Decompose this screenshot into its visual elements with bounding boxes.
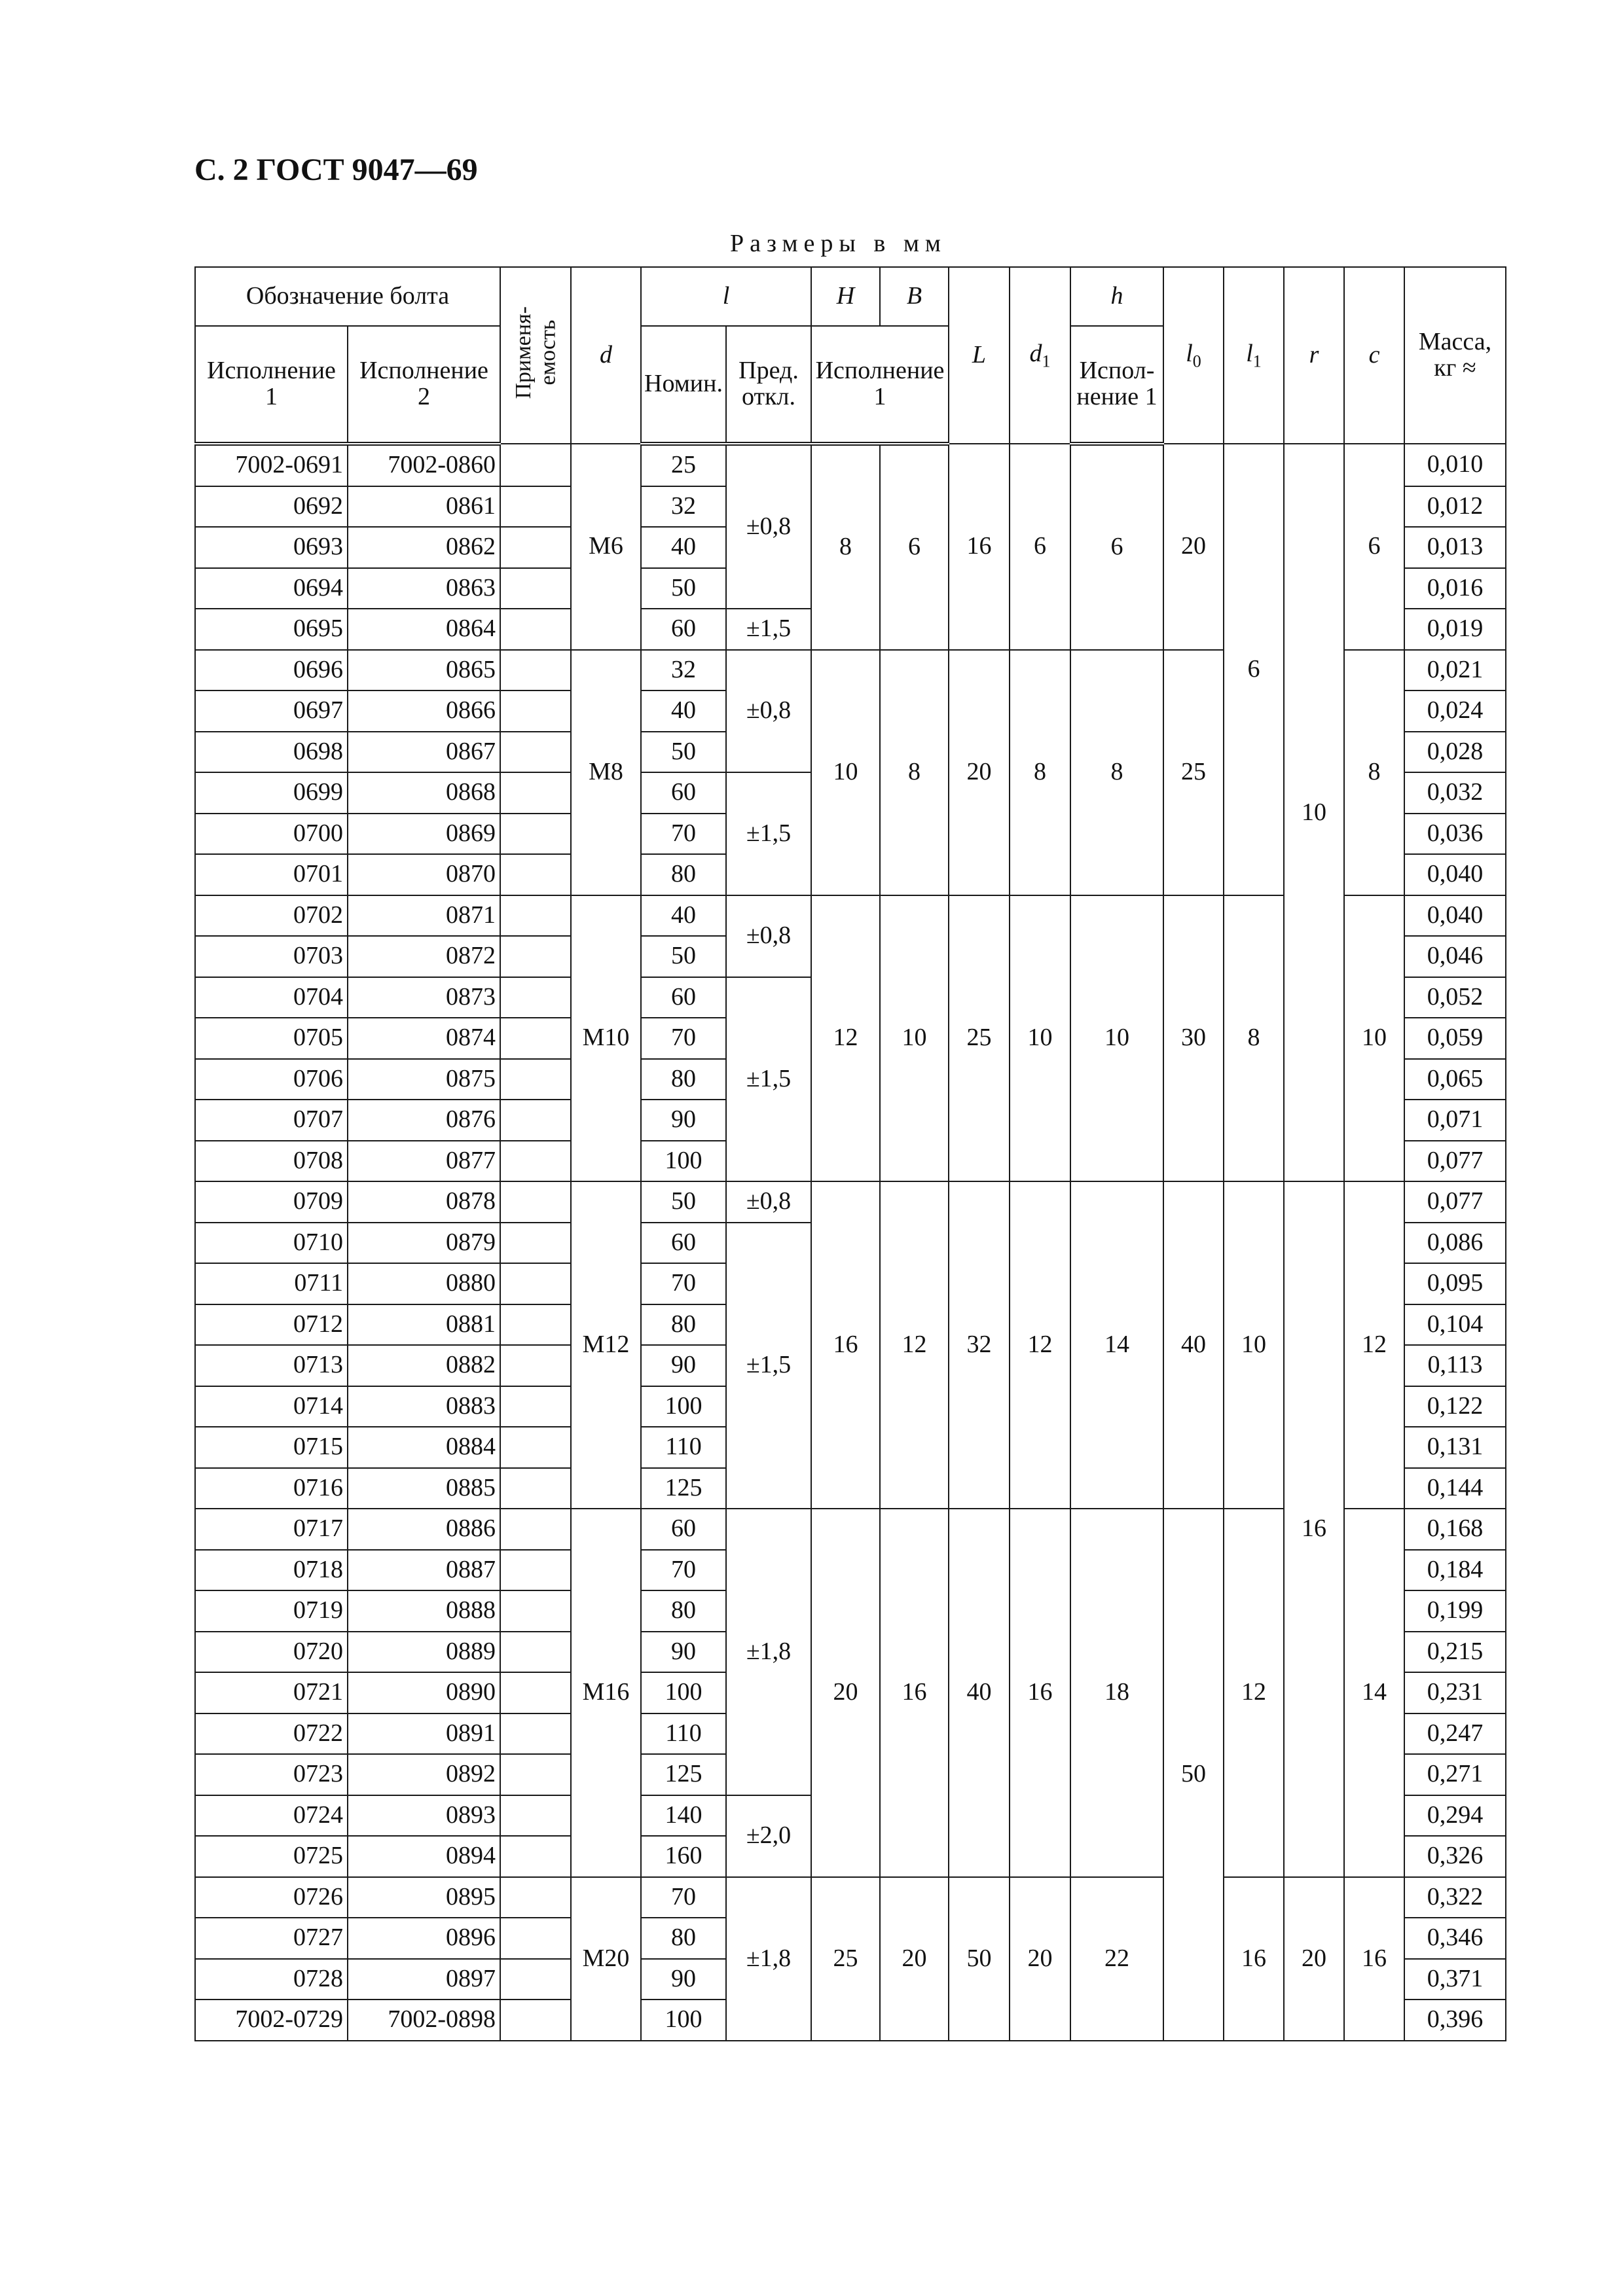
mass-cell: 0,010 (1404, 444, 1506, 486)
applicability-cell (500, 1918, 571, 1959)
exec1-cell: 7002-0691 (195, 444, 348, 486)
applicability-cell (500, 1100, 571, 1141)
d1-cell: 8 (1010, 650, 1070, 895)
l-tolerance-cell: ±1,8 (726, 1509, 811, 1795)
l1-subscript: 1 (1252, 351, 1262, 371)
exec1-cell: 0719 (195, 1590, 348, 1632)
h-cell: 10 (1070, 895, 1163, 1182)
exec2-cell: 7002-0860 (348, 444, 500, 486)
exec2-cell: 0895 (348, 1877, 500, 1918)
d1-cell: 16 (1010, 1509, 1070, 1877)
exec1-cell: 0721 (195, 1672, 348, 1713)
applicability-cell (500, 1427, 571, 1468)
exec1-cell: 0702 (195, 895, 348, 937)
l0-cell: 50 (1163, 1509, 1224, 2041)
exec2-cell: 0883 (348, 1386, 500, 1427)
h-cell: 6 (1070, 444, 1163, 650)
exec2-cell: 0887 (348, 1550, 500, 1591)
H-cell: 25 (811, 1877, 880, 2041)
applicability-cell (500, 895, 571, 937)
l-nominal-cell: 70 (641, 1018, 726, 1059)
applicability-cell (500, 1018, 571, 1059)
designation-header: Обозначение болта (195, 267, 500, 326)
r-header: r (1284, 267, 1344, 444)
l-nominal-cell: 60 (641, 772, 726, 814)
exec1-cell: 0713 (195, 1345, 348, 1386)
exec2-cell: 0875 (348, 1059, 500, 1100)
applicability-cell (500, 1836, 571, 1877)
mass-cell: 0,046 (1404, 936, 1506, 977)
applicability-cell (500, 1345, 571, 1386)
page-header: С. 2 ГОСТ 9047—69 (194, 152, 478, 187)
applicability-cell (500, 1632, 571, 1673)
applicability-cell (500, 650, 571, 691)
l-nominal-cell: 90 (641, 1100, 726, 1141)
h-header: h (1070, 267, 1163, 326)
l-nominal-cell: 70 (641, 1263, 726, 1304)
applicability-cell (500, 486, 571, 528)
B-cell: 8 (880, 650, 949, 895)
exec1-cell: 0703 (195, 936, 348, 977)
l-nominal-cell: 50 (641, 568, 726, 609)
applicability-cell (500, 1590, 571, 1632)
mass-cell: 0,371 (1404, 1959, 1506, 2000)
exec2-cell: 7002-0898 (348, 2000, 500, 2041)
l-tolerance-cell: ±1,5 (726, 1223, 811, 1509)
applicability-cell (500, 1672, 571, 1713)
exec1-cell: 0694 (195, 568, 348, 609)
H-cell: 12 (811, 895, 880, 1182)
exec2-cell: 0865 (348, 650, 500, 691)
applicability-cell (500, 854, 571, 895)
exec1-cell: 0715 (195, 1427, 348, 1468)
mass-cell: 0,019 (1404, 609, 1506, 650)
exec1-cell: 0710 (195, 1223, 348, 1264)
L-cell: 50 (949, 1877, 1010, 2041)
thread-cell: М20 (571, 1877, 641, 2041)
l-tolerance-cell: ±0,8 (726, 444, 811, 609)
exec1-cell: 0707 (195, 1100, 348, 1141)
l0-cell: 40 (1163, 1181, 1224, 1509)
h-cell: 14 (1070, 1181, 1163, 1509)
mass-cell: 0,144 (1404, 1468, 1506, 1509)
h-exec-header: Испол- нение 1 (1070, 326, 1163, 444)
d1-symbol: d (1029, 339, 1042, 367)
l-nominal-cell: 125 (641, 1468, 726, 1509)
l-nominal-cell: 60 (641, 1223, 726, 1264)
l-tolerance-cell: ±0,8 (726, 1181, 811, 1223)
B-cell: 12 (880, 1181, 949, 1509)
l-tolerance-cell: ±1,8 (726, 1877, 811, 2041)
bolt-dimensions-table (194, 266, 1506, 2041)
exec1-cell: 0700 (195, 814, 348, 855)
h-cell: 18 (1070, 1509, 1163, 1877)
exec1-cell: 0726 (195, 1877, 348, 1918)
l-nominal-cell: 60 (641, 977, 726, 1018)
exec2-cell: 0862 (348, 527, 500, 568)
mass-cell: 0,028 (1404, 732, 1506, 773)
exec2-cell: 0884 (348, 1427, 500, 1468)
exec2-cell: 0870 (348, 854, 500, 895)
applicability-cell (500, 1181, 571, 1223)
l-nominal-cell: 80 (641, 1059, 726, 1100)
mass-header: Масса, кг ≈ (1404, 267, 1506, 444)
c-cell: 16 (1344, 1877, 1404, 2041)
mass-cell: 0,040 (1404, 854, 1506, 895)
c-cell: 8 (1344, 650, 1404, 895)
l1-symbol: l (1246, 339, 1253, 367)
exec1-cell: 0718 (195, 1550, 348, 1591)
l-nominal-cell: 80 (641, 854, 726, 895)
exec2-cell: 0886 (348, 1509, 500, 1550)
mass-cell: 0,231 (1404, 1672, 1506, 1713)
d1-cell: 20 (1010, 1877, 1070, 2041)
l-tolerance-cell: ±0,8 (726, 650, 811, 773)
l-nominal-cell: 90 (641, 1345, 726, 1386)
exec2-cell: 0885 (348, 1468, 500, 1509)
l-tolerance-cell: ±1,5 (726, 772, 811, 895)
mass-cell: 0,086 (1404, 1223, 1506, 1264)
exec2-cell: 0871 (348, 895, 500, 937)
applicability-cell (500, 1223, 571, 1264)
l-header: l (641, 267, 811, 326)
applicability-label: Применя- емость (511, 306, 560, 399)
table-body (195, 444, 1506, 2041)
applicability-cell (500, 568, 571, 609)
mass-cell: 0,322 (1404, 1877, 1506, 1918)
l-nominal-cell: 70 (641, 1550, 726, 1591)
B-cell: 6 (880, 444, 949, 650)
mass-cell: 0,396 (1404, 2000, 1506, 2041)
l-nominal-cell: 50 (641, 732, 726, 773)
exec2-cell: 0897 (348, 1959, 500, 2000)
L-cell: 40 (949, 1509, 1010, 1877)
applicability-cell (500, 1304, 571, 1346)
H-header: H (811, 267, 880, 326)
mass-cell: 0,326 (1404, 1836, 1506, 1877)
applicability-cell (500, 1795, 571, 1837)
B-cell: 16 (880, 1509, 949, 1877)
l-nominal-cell: 80 (641, 1590, 726, 1632)
exec2-cell: 0867 (348, 732, 500, 773)
mass-cell: 0,215 (1404, 1632, 1506, 1673)
exec1-cell: 0701 (195, 854, 348, 895)
exec2-cell: 0894 (348, 1836, 500, 1877)
l0-subscript: 0 (1192, 351, 1201, 371)
exec2-cell: 0891 (348, 1713, 500, 1755)
H-cell: 20 (811, 1509, 880, 1877)
table-row (195, 1181, 1506, 1223)
applicability-cell (500, 1713, 571, 1755)
l-nominal-cell: 110 (641, 1427, 726, 1468)
l1-cell: 8 (1224, 895, 1284, 1182)
l1-cell: 10 (1224, 1181, 1284, 1509)
mass-cell: 0,271 (1404, 1754, 1506, 1795)
exec1-cell: 7002-0729 (195, 2000, 348, 2041)
exec1-cell: 0716 (195, 1468, 348, 1509)
mass-cell: 0,095 (1404, 1263, 1506, 1304)
c-cell: 14 (1344, 1509, 1404, 1877)
applicability-cell (500, 732, 571, 773)
table-row (195, 444, 1506, 486)
applicability-cell (500, 977, 571, 1018)
H-cell: 10 (811, 650, 880, 895)
exec1-cell: 0711 (195, 1263, 348, 1304)
exec1-cell: 0697 (195, 691, 348, 732)
l-tolerance-header: Пред. откл. (726, 326, 811, 444)
exec1-cell: 0692 (195, 486, 348, 528)
mass-cell: 0,168 (1404, 1509, 1506, 1550)
d1-cell: 6 (1010, 444, 1070, 650)
l-nominal-cell: 110 (641, 1713, 726, 1755)
exec1-cell: 0706 (195, 1059, 348, 1100)
applicability-cell (500, 1754, 571, 1795)
c-header: c (1344, 267, 1404, 444)
l-nominal-cell: 100 (641, 1141, 726, 1182)
exec2-cell: 0892 (348, 1754, 500, 1795)
mass-cell: 0,032 (1404, 772, 1506, 814)
exec2-cell: 0880 (348, 1263, 500, 1304)
exec1-cell: 0727 (195, 1918, 348, 1959)
exec1-cell: 0725 (195, 1836, 348, 1877)
L-cell: 32 (949, 1181, 1010, 1509)
applicability-cell (500, 1509, 571, 1550)
HB-exec-header: Исполнение 1 (811, 326, 949, 444)
l-tolerance-cell: ±1,5 (726, 977, 811, 1182)
mass-cell: 0,199 (1404, 1590, 1506, 1632)
applicability-cell (500, 814, 571, 855)
mass-cell: 0,294 (1404, 1795, 1506, 1837)
exec1-cell: 0695 (195, 609, 348, 650)
B-cell: 20 (880, 1877, 949, 2041)
applicability-cell (500, 2000, 571, 2041)
L-cell: 25 (949, 895, 1010, 1182)
l-nominal-cell: 100 (641, 1672, 726, 1713)
L-header: L (949, 267, 1010, 444)
mass-cell: 0,247 (1404, 1713, 1506, 1755)
mass-cell: 0,036 (1404, 814, 1506, 855)
exec2-cell: 0863 (348, 568, 500, 609)
exec1-cell: 0724 (195, 1795, 348, 1837)
exec1-cell: 0720 (195, 1632, 348, 1673)
exec2-header: Исполнение 2 (348, 326, 500, 444)
exec1-header: Исполнение 1 (195, 326, 348, 444)
applicability-cell (500, 691, 571, 732)
mass-cell: 0,021 (1404, 650, 1506, 691)
exec2-cell: 0868 (348, 772, 500, 814)
l-nominal-cell: 90 (641, 1632, 726, 1673)
h-cell: 8 (1070, 650, 1163, 895)
exec2-cell: 0873 (348, 977, 500, 1018)
d1-cell: 12 (1010, 1181, 1070, 1509)
mass-cell: 0,012 (1404, 486, 1506, 528)
l1-header (1224, 267, 1284, 444)
exec1-cell: 0705 (195, 1018, 348, 1059)
exec2-cell: 0877 (348, 1141, 500, 1182)
exec2-cell: 0896 (348, 1918, 500, 1959)
c-cell: 12 (1344, 1181, 1404, 1509)
exec1-cell: 0728 (195, 1959, 348, 2000)
exec1-cell: 0699 (195, 772, 348, 814)
l-nominal-cell: 160 (641, 1836, 726, 1877)
l-nominal-cell: 40 (641, 691, 726, 732)
r-cell: 10 (1284, 444, 1344, 1181)
exec1-cell: 0704 (195, 977, 348, 1018)
exec2-cell: 0864 (348, 609, 500, 650)
exec1-cell: 0712 (195, 1304, 348, 1346)
exec2-cell: 0869 (348, 814, 500, 855)
exec2-cell: 0876 (348, 1100, 500, 1141)
applicability-cell (500, 1263, 571, 1304)
mass-cell: 0,059 (1404, 1018, 1506, 1059)
mass-cell: 0,131 (1404, 1427, 1506, 1468)
l-nominal-cell: 80 (641, 1304, 726, 1346)
applicability-cell (500, 1141, 571, 1182)
mass-cell: 0,184 (1404, 1550, 1506, 1591)
table-row (195, 1877, 1506, 1918)
exec1-cell: 0698 (195, 732, 348, 773)
l-tolerance-cell: ±1,5 (726, 609, 811, 650)
H-cell: 8 (811, 444, 880, 650)
H-cell: 16 (811, 1181, 880, 1509)
l-nominal-cell: 60 (641, 609, 726, 650)
l-nominal-cell: 140 (641, 1795, 726, 1837)
l-nominal-cell: 50 (641, 1181, 726, 1223)
exec2-cell: 0882 (348, 1345, 500, 1386)
exec2-cell: 0890 (348, 1672, 500, 1713)
mass-cell: 0,077 (1404, 1181, 1506, 1223)
mass-cell: 0,122 (1404, 1386, 1506, 1427)
exec1-cell: 0693 (195, 527, 348, 568)
c-cell: 10 (1344, 895, 1404, 1182)
mass-cell: 0,113 (1404, 1345, 1506, 1386)
applicability-cell (500, 936, 571, 977)
mass-cell: 0,104 (1404, 1304, 1506, 1346)
l-nominal-cell: 80 (641, 1918, 726, 1959)
exec2-cell: 0889 (348, 1632, 500, 1673)
mass-cell: 0,040 (1404, 895, 1506, 937)
l-nominal-cell: 70 (641, 1877, 726, 1918)
l0-cell: 20 (1163, 444, 1224, 650)
exec1-cell: 0708 (195, 1141, 348, 1182)
l0-cell: 30 (1163, 895, 1224, 1182)
exec2-cell: 0874 (348, 1018, 500, 1059)
exec2-cell: 0888 (348, 1590, 500, 1632)
mass-cell: 0,077 (1404, 1141, 1506, 1182)
l0-symbol: l (1186, 339, 1193, 367)
l0-cell: 25 (1163, 650, 1224, 895)
l-nominal-cell: 32 (641, 486, 726, 528)
thread-cell: М8 (571, 650, 641, 895)
dimensions-caption: Размеры в мм (730, 230, 947, 257)
mass-cell: 0,052 (1404, 977, 1506, 1018)
mass-cell: 0,024 (1404, 691, 1506, 732)
mass-cell: 0,346 (1404, 1918, 1506, 1959)
l-nominal-header: Номин. (641, 326, 726, 444)
B-cell: 10 (880, 895, 949, 1182)
l0-header (1163, 267, 1224, 444)
r-cell: 16 (1284, 1181, 1344, 1877)
l-nominal-cell: 70 (641, 814, 726, 855)
applicability-cell (500, 1550, 571, 1591)
mass-cell: 0,016 (1404, 568, 1506, 609)
exec1-cell: 0722 (195, 1713, 348, 1755)
l1-cell: 16 (1224, 1877, 1284, 2041)
applicability-header (500, 267, 571, 444)
exec2-cell: 0866 (348, 691, 500, 732)
l-nominal-cell: 100 (641, 1386, 726, 1427)
l-nominal-cell: 100 (641, 2000, 726, 2041)
exec2-cell: 0879 (348, 1223, 500, 1264)
l-nominal-cell: 40 (641, 895, 726, 937)
l-tolerance-cell: ±0,8 (726, 895, 811, 977)
applicability-cell (500, 444, 571, 486)
d1-header (1010, 267, 1070, 444)
l-nominal-cell: 60 (641, 1509, 726, 1550)
l1-cell: 12 (1224, 1509, 1284, 1877)
thread-cell: М10 (571, 895, 641, 1182)
exec1-cell: 0696 (195, 650, 348, 691)
h-cell: 22 (1070, 1877, 1163, 2041)
exec1-cell: 0714 (195, 1386, 348, 1427)
l-nominal-cell: 40 (641, 527, 726, 568)
applicability-cell (500, 1059, 571, 1100)
applicability-cell (500, 1468, 571, 1509)
mass-cell: 0,013 (1404, 527, 1506, 568)
l-nominal-cell: 25 (641, 444, 726, 486)
c-cell: 6 (1344, 444, 1404, 650)
l-tolerance-cell: ±2,0 (726, 1795, 811, 1877)
l-nominal-cell: 50 (641, 936, 726, 977)
l-nominal-cell: 125 (641, 1754, 726, 1795)
applicability-cell (500, 772, 571, 814)
exec1-cell: 0723 (195, 1754, 348, 1795)
l-nominal-cell: 32 (641, 650, 726, 691)
applicability-cell (500, 1386, 571, 1427)
mass-cell: 0,071 (1404, 1100, 1506, 1141)
thread-cell: М6 (571, 444, 641, 650)
exec2-cell: 0881 (348, 1304, 500, 1346)
B-header: B (880, 267, 949, 326)
exec1-cell: 0709 (195, 1181, 348, 1223)
applicability-cell (500, 609, 571, 650)
l1-cell: 6 (1224, 444, 1284, 895)
exec2-cell: 0893 (348, 1795, 500, 1837)
mass-cell: 0,065 (1404, 1059, 1506, 1100)
applicability-cell (500, 1877, 571, 1918)
l-nominal-cell: 90 (641, 1959, 726, 2000)
exec2-cell: 0861 (348, 486, 500, 528)
L-cell: 16 (949, 444, 1010, 650)
exec1-cell: 0717 (195, 1509, 348, 1550)
applicability-cell (500, 1959, 571, 2000)
L-cell: 20 (949, 650, 1010, 895)
thread-cell: М16 (571, 1509, 641, 1877)
thread-cell: М12 (571, 1181, 641, 1509)
d-header: d (571, 267, 641, 444)
d1-subscript: 1 (1042, 351, 1051, 371)
d1-cell: 10 (1010, 895, 1070, 1182)
exec2-cell: 0872 (348, 936, 500, 977)
applicability-cell (500, 527, 571, 568)
exec2-cell: 0878 (348, 1181, 500, 1223)
r-cell: 20 (1284, 1877, 1344, 2041)
